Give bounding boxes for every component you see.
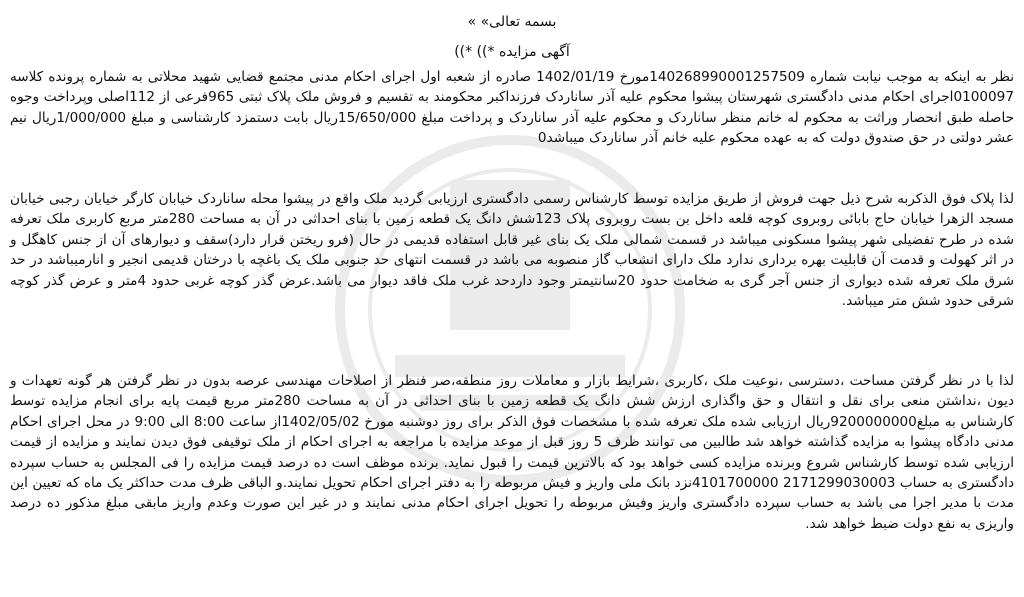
basmala-heading: بسمه تعالی» » (467, 14, 557, 30)
paragraph-auction-terms: لذا با در نظر گرفتن مساحت ،دسترسی ،نوعیت ملک ،کاربری ،شرایط بازار و معاملات روز منطقه،صر فنظر از اصلاحات مهندسی عرصه بدون در نظر گرفتن هر گونه تعهدات و دیون ،نداشتن منعی برای نقل و انتقال و حق واگذاری ارزش شش دانگ یک قطعه زمین با بنای احداثی در آن به مساحت 280متر مربع قیمت پایه برای انجام مزایده توسط کارشناس به مبلغ9200000000ریال ارزیابی شده ملک تعرفه شده با مشخصات فوق الذکر برای روز دوشنبه مورخ 1402/05/02از ساعت 8:00 الی 9:00 در محل اجرای احکام مدنی دادگاه پیشوا به مزایده گذاشته خواهد شد طالبین می توانند ظرف 5 روز قبل از موعد مزایده با مراجعه به اجرای احکام از ملک توقیفی فوق دیدن نمایند و مزایده از قیمت ارزیابی شده توسط کارشناس شروع وبرنده مزایده کسی خواهد بود که بالاترین قیمت را قبول نماید. برنده موظف است ده درصد قیمت مزایده را فی المجلس به حساب سپرده دادگستری به حساب 2171299030003 4101700000نزد بانک ملی واریز و فیش مربوطه را به دفتر اجرای احکام تحویل نمایند.و الباقی ظرف مدت حداکثر یک ماه که تعیین این مدت با مدیر اجرا می باشد به حساب سپرده دادگستری واریز وفیش مربوطه را تحویل اجرای احکام مدنی نمایند و در غیر این صورت وعدم واریز مابقی مبلغ مذکور ده درصد واریزی به نفع دولت ضبط خواهد شد. (10, 373, 1014, 532)
notice-title: آگهی مزایده *)) *)) (454, 44, 570, 60)
paragraph-property-description: لذا پلاک فوق الذکربه شرح ذیل جهت فروش از طریق مزایده توسط کارشناس رسمی دادگستری ارزیابی گردید ملک واقع در پیشوا محله ساناردک خیابان کارگر خیابان رجبی خیابان مسجد الزهرا خیابان حاج بابائی روبروی کوچه قلعه داخل بن بست روبروی پلاک 123شش دانگ یک قطعه زمین با بنای احداثی در آن به مساحت 280متر مربع کاربری ملک تعرفه شده در طرح تفضیلی شهر پیشوا مسکونی میباشد در قسمت شمالی ملک یک بنای غیر قابل استفاده قدیمی در حال (فرو ریختن قرار دارد)سقف و دیوارهای آن از جنس کاهگل و در اثر کهولت و قدمت آن قابلیت بهره برداری ندارد ملک دارای انشعاب گاز منصوبه می باشد در قسمت انتهای حد جنوبی ملک یک باغچه با درختان قدیمی انجیر و انارمیباشد در حد شرق ملک تعرفه شده دیواری از جنس آجر گری به ضخامت حدود 20سانتیمتر وجود داردحد غرب ملک فاقد دیوار می باشد.عرض گذر کوچه غربی حدود 4متر و عرض گذر کوچه شرقی حدود شش متر میباشد. (10, 191, 1014, 310)
paragraph-case-details: نظر به اینکه به موجب نیابت شماره 140268990001257509مورخ 1402/01/19 صادره از شعبه اول اجرای احکام مدنی مجتمع قضایی شهید محلاتی به شماره پرونده کلاسه 0100097اجرای احکام مدنی دادگستری شهرستان پیشوا محکوم علیه آذر ساناردک فرزنداکبر محکومند به تقسیم و فروش ملک پلاک ثبتی 965فرعی از 112اصلی وپرداخت وجوه حاصله طبق انحصار وراثت به محکوم له خانم منظر ساناردک و محکوم علیه آذر ساناردک و پرداخت مبلغ 15/650/000ریال بابت دستمزد کارشناسی و مبلغ 1/000/000ریال نیم عشر دولتی در حق صندوق دولت که به عهده محکوم علیه خانم آذر ساناردک میباشد0 (10, 69, 1015, 147)
